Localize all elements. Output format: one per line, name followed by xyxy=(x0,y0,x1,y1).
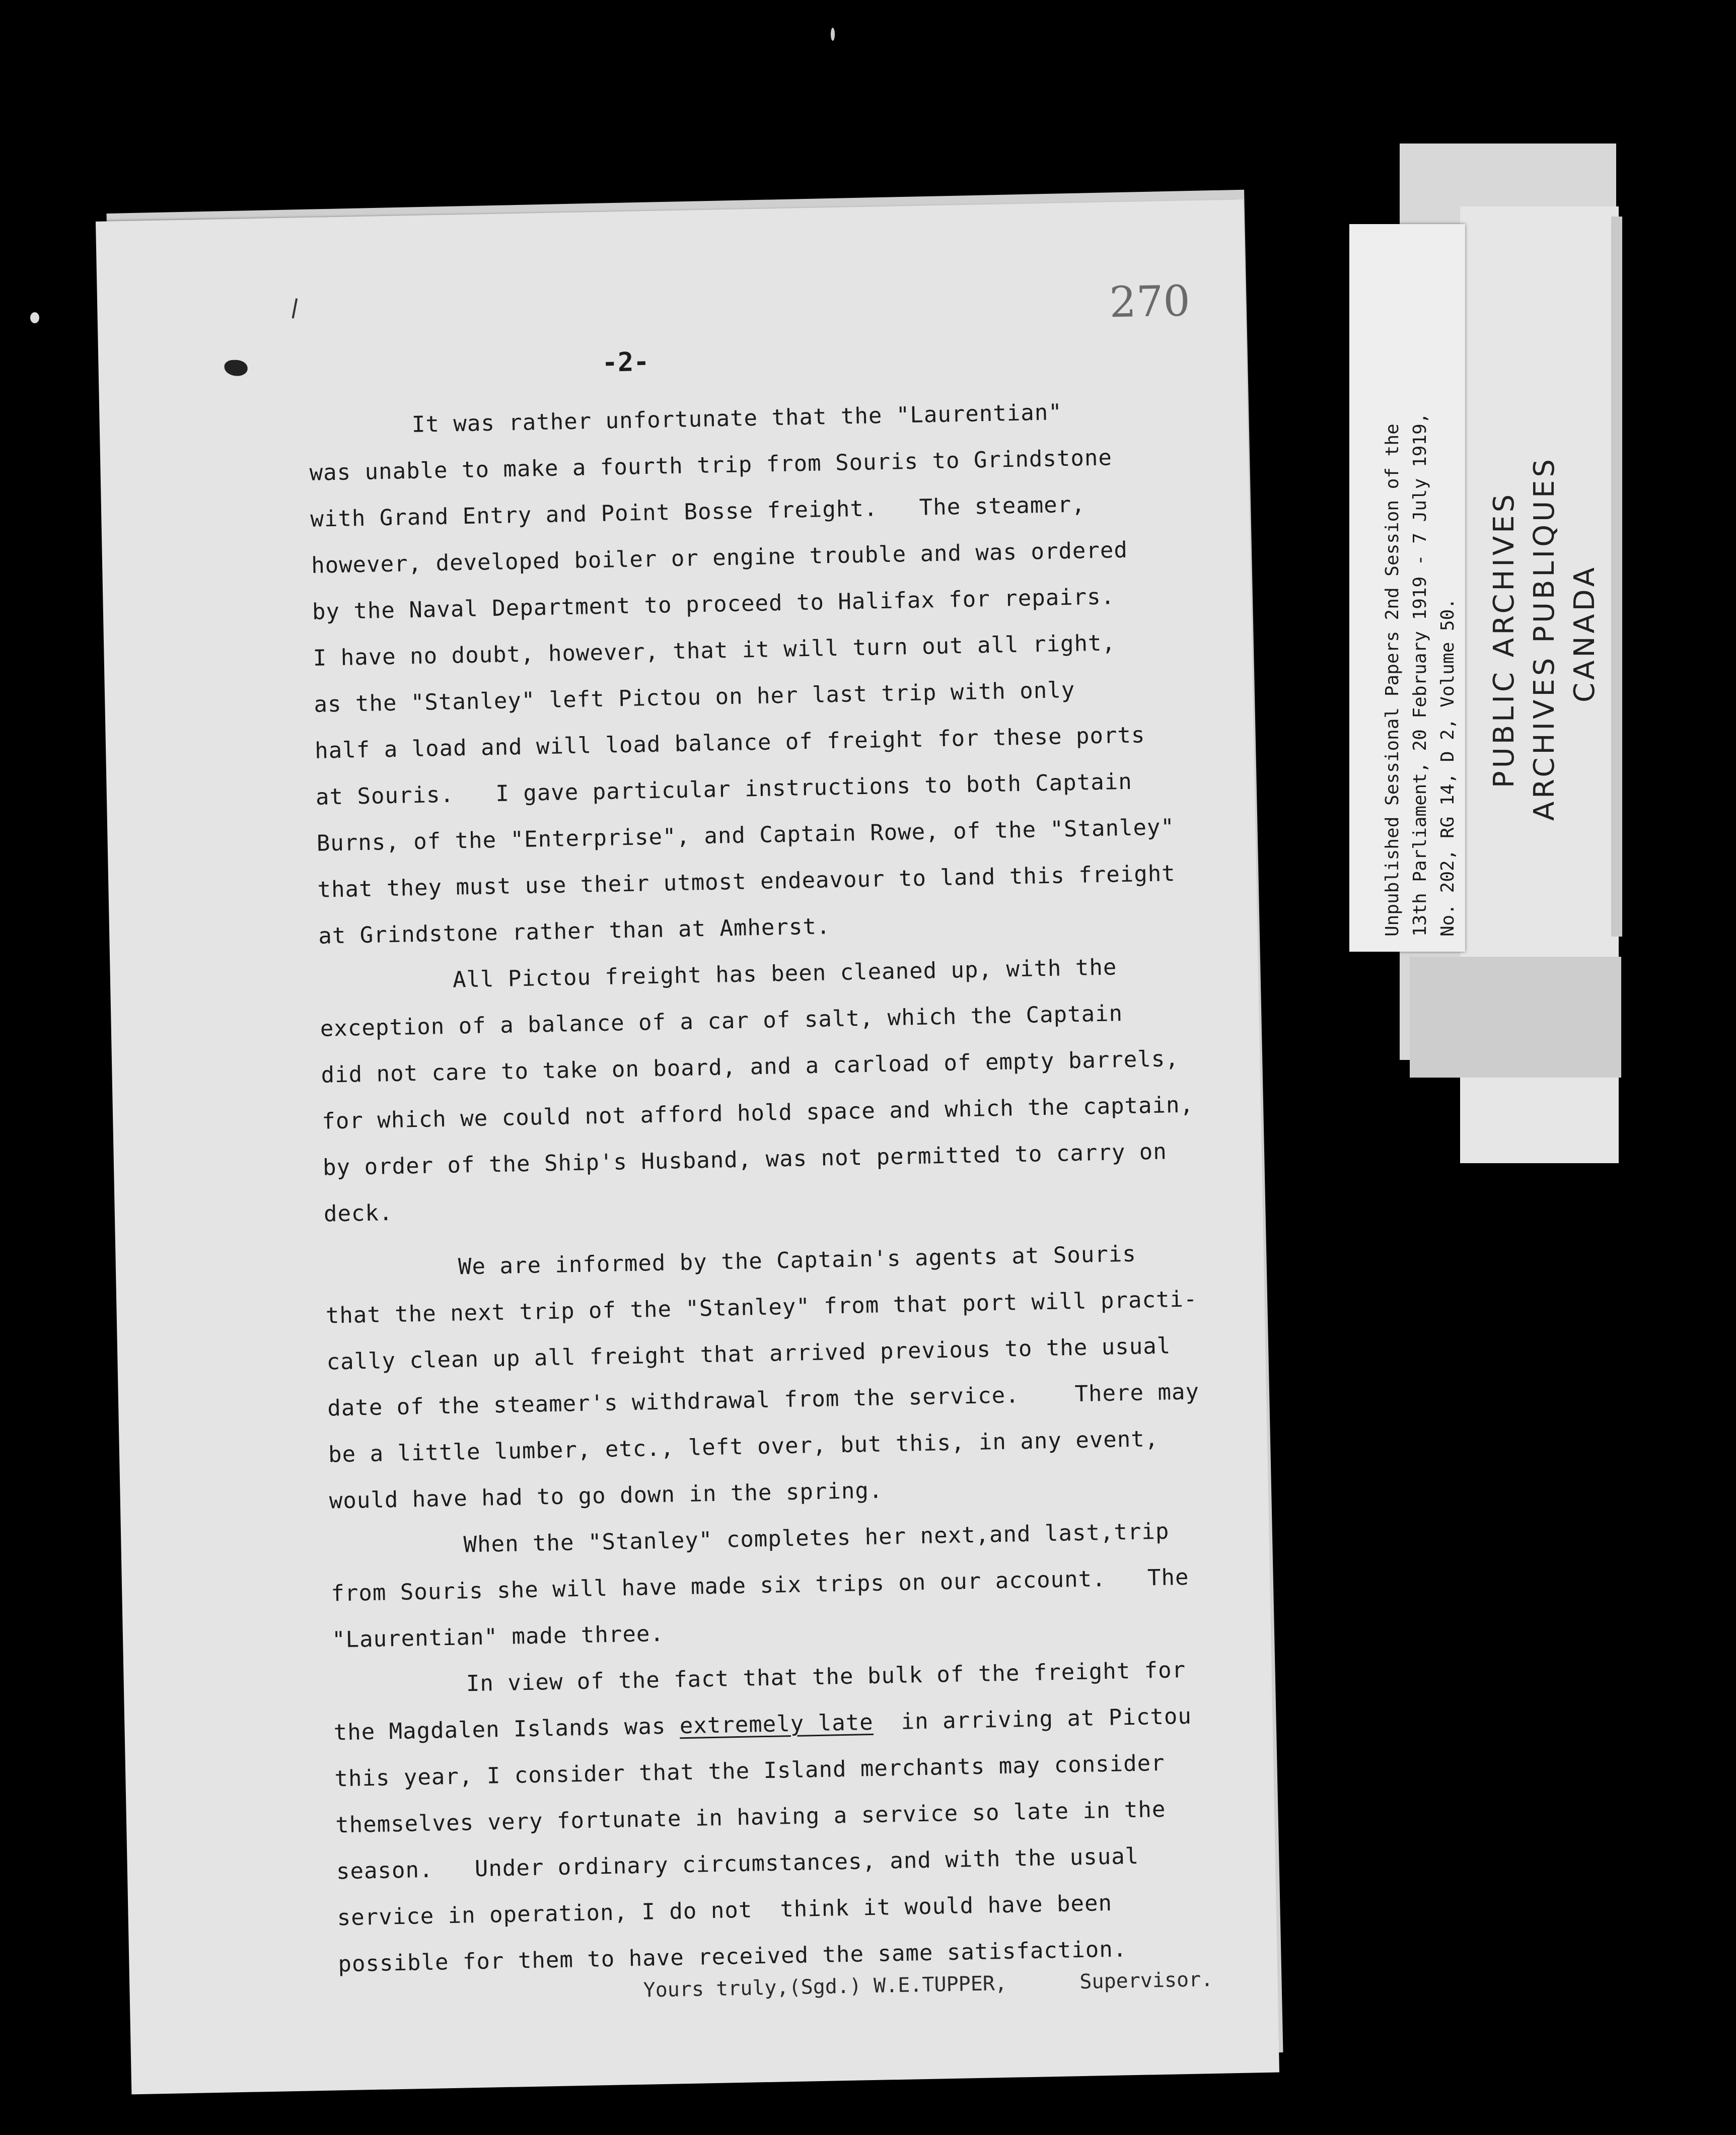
letter-line: We are informed by the Captain's agents at Souris xyxy=(458,1241,1137,1280)
ink-blot xyxy=(224,360,248,376)
letter-line: did not care to take on board, and a carload of empty barrels, xyxy=(321,1046,1180,1088)
letter-line: deck. xyxy=(323,1200,393,1227)
archive-stamp-line: PUBLIC ARCHIVES xyxy=(1488,491,1521,788)
letter-line: season. Under ordinary circumstances, and with the usual xyxy=(336,1843,1139,1885)
letter-line: was unable to make a fourth trip from Souris to Grindstone xyxy=(309,445,1113,486)
archive-stamp-line: CANADA xyxy=(1568,564,1601,702)
signature-line: Yours truly,(Sgd.) W.E.TUPPER, Supervisor. xyxy=(643,1968,1213,2002)
letter-line: half a load and will load balance of freight for these ports xyxy=(314,722,1145,764)
letter-line: by the Naval Department to proceed to Halifax for repairs. xyxy=(312,584,1115,625)
letter-line: as the "Stanley" left Pictou on her last trip with only xyxy=(314,677,1075,718)
dust-speck xyxy=(831,28,835,41)
letter-line: When the "Stanley" completes her next,and last,trip xyxy=(463,1518,1170,1558)
letter-line: exception of a balance of a car of salt, which the Captain xyxy=(320,1001,1123,1042)
letter-line: at Grindstone rather than at Amherst. xyxy=(318,913,831,949)
archive-label-bottom xyxy=(1410,957,1621,1078)
archive-reference-line: No. 202, RG 14, D 2, Volume 50. xyxy=(1437,598,1458,937)
dust-speck xyxy=(30,312,39,323)
letter-line: by order of the Ship's Husband, was not permitted to carry on xyxy=(322,1138,1168,1181)
letter-line: this year, I consider that the Island merchants may consider xyxy=(334,1750,1166,1792)
letter-line: for which we could not afford hold space and which the captain, xyxy=(321,1092,1194,1134)
letter-line: In view of the fact that the bulk of the freight for xyxy=(466,1657,1186,1697)
letter-line: with Grand Entry and Point Bosse freight. The steamer, xyxy=(310,491,1086,532)
page-ordinal: -2- xyxy=(601,346,650,378)
line-text: the Magdalen Islands was xyxy=(333,1713,680,1746)
letter-line: cally clean up all freight that arrived previous to the usual xyxy=(326,1333,1171,1375)
archive-reference-line: Unpublished Sessional Papers 2nd Session of the xyxy=(1382,423,1403,937)
letter-line: service in operation, I do not think it would have been xyxy=(337,1890,1113,1931)
letter-line: at Souris. I gave particular instructions to both Captain xyxy=(315,768,1133,810)
letter-page xyxy=(96,199,1279,2094)
letter-line: It was rather unfortunate that the "Laurentian" xyxy=(411,399,1063,438)
letter-line: themselves very fortunate in having a service so late in the xyxy=(335,1796,1166,1838)
letter-line: date of the steamer's withdrawal from the service. There may xyxy=(327,1379,1200,1421)
archive-stamp-line: ARCHIVES PUBLIQUES xyxy=(1528,456,1561,821)
line-text: in arriving at Pictou xyxy=(873,1703,1192,1735)
archive-label-edge xyxy=(1611,217,1622,937)
letter-line: be a little lumber, etc., left over, but this, in any event, xyxy=(328,1426,1159,1468)
letter-line: All Pictou freight has been cleaned up, with the xyxy=(452,954,1117,993)
letter-line: Burns, of the "Enterprise", and Captain Rowe, of the "Stanley" xyxy=(316,814,1175,857)
letter-line: from Souris she will have made six trips on our account. The xyxy=(330,1564,1189,1607)
page-number: 270 xyxy=(1109,276,1191,327)
letter-line: that they must use their utmost endeavour to land this freight xyxy=(317,861,1176,903)
letter-line: possible for them to have received the same satisfaction. xyxy=(338,1936,1127,1977)
letter-line: that the next trip of the "Stanley" from that port will practi- xyxy=(325,1286,1198,1329)
archive-reference-line: 13th Parliament, 20 February 1919 - 7 July 1919, xyxy=(1410,412,1430,937)
letter-line: would have had to go down in the spring. xyxy=(329,1477,883,1514)
underlined-phrase: extremely late xyxy=(679,1709,874,1739)
letter-line: "Laurentian" made three. xyxy=(331,1620,665,1653)
letter-line xyxy=(333,1703,1192,1746)
letter-line: I have no doubt, however, that it will turn out all right, xyxy=(313,630,1116,671)
letter-line: however, developed boiler or engine trouble and was ordered xyxy=(311,537,1128,579)
pen-mark xyxy=(292,298,298,318)
